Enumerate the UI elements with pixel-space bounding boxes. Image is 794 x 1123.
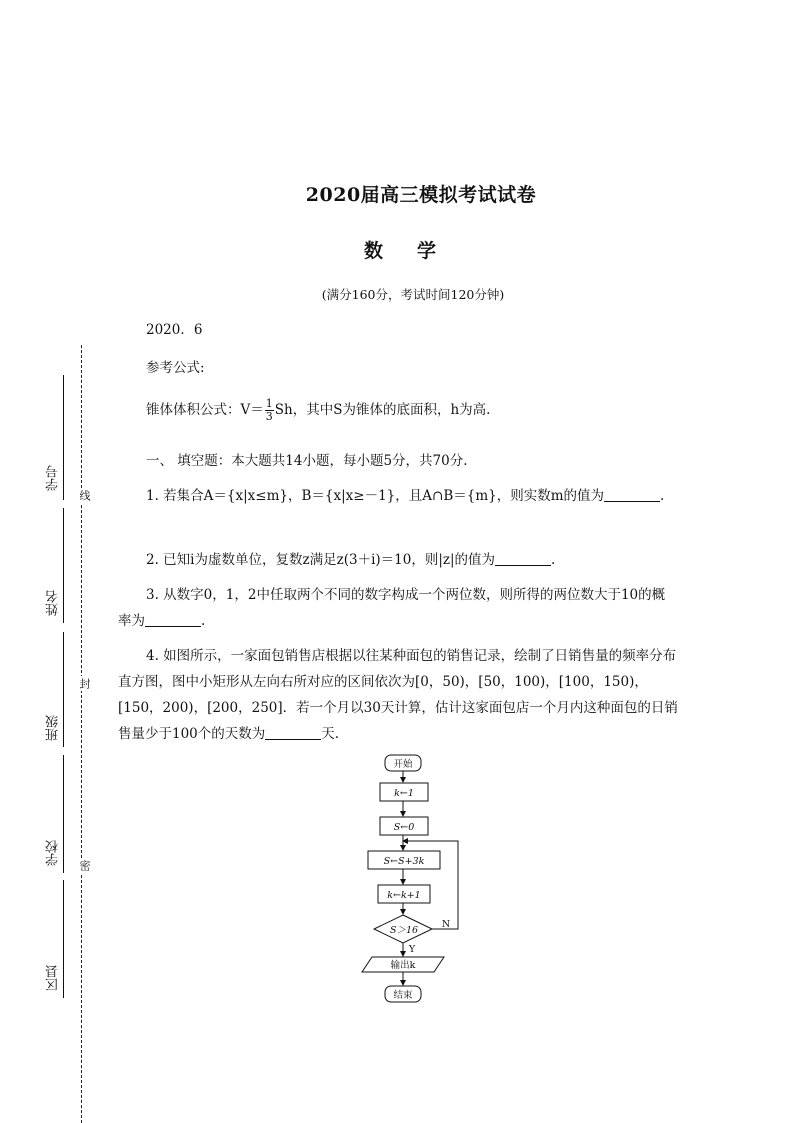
question-1 [118,483,678,509]
flowchart-step4-label: k←k+1 [387,890,421,901]
exam-date: 2020．6 [146,322,203,338]
reference-formula [146,398,490,423]
question-text: 3. 从数字0，1，2中任取两个不同的数字构成一个两位数，则所得的两位数大于10的概率为 [118,587,666,629]
flowchart [350,748,480,1008]
question-text-end: . [551,552,556,568]
sidebar-fill-line [63,755,64,873]
question-3 [118,582,678,634]
reference-label: 参考公式: [146,360,205,376]
flowchart-yes-label: Y [408,944,416,955]
fraction-numerator: 1 [265,397,273,410]
binding-mark-seal: 封 [78,678,91,689]
fraction-one-third [265,398,274,423]
question-text-end: . [201,613,206,629]
question-text: 1. 若集合A＝{x|x≤m}，B＝{x|x≥－1}，且A∩B＝{m}，则实数m的值为 [146,488,605,504]
answer-blank[interactable] [265,725,321,740]
question-text-end: . [660,488,665,504]
question-2 [118,547,678,573]
flowchart-output-label: 输出k [390,960,416,971]
question-text-end: 天. [321,726,340,742]
answer-blank[interactable] [145,612,201,627]
flowchart-start-label: 开始 [393,759,413,770]
flowchart-step3-label: S←S+3k [383,856,425,867]
exam-note: (满分160分，考试时间120分钟) [321,287,505,302]
formula-suffix: Sh，其中S为锥体的底面积，h为高. [274,402,491,418]
section-heading: 一、 填空题：本大题共14小题，每小题5分，共70分. [146,453,468,469]
question-4 [118,643,678,747]
sidebar-label-class: 班级 [46,715,61,741]
formula-prefix: 锥体体积公式：V＝ [146,402,264,418]
flowchart-step1-label: k←1 [394,788,414,799]
flowchart-decision-label: S＞16 [389,925,419,936]
sidebar-label-name: 姓名 [46,590,61,616]
flowchart-step2-label: S←0 [393,822,415,833]
flowchart-no-label: N [441,919,451,930]
sidebar-fill-line [63,375,64,500]
sidebar-label-school: 学校 [46,840,61,866]
question-text: 2. 已知i为虚数单位，复数z满足z(3＋i)＝10，则|z|的值为 [146,552,496,568]
fraction-denominator: 3 [265,410,273,423]
sidebar-label-district: 区县 [46,965,61,991]
sidebar-fill-line [63,508,64,623]
binding-mark-line: 线 [78,490,91,501]
sidebar-label-student-id: 学号 [46,465,61,491]
answer-blank[interactable] [604,487,660,502]
answer-blank[interactable] [495,551,551,566]
binding-dashed-line [81,345,82,1123]
exam-title: 2020届高三模拟考试试卷 [305,184,537,206]
question-text: 4. 如图所示，一家面包销售店根据以往某种面包的销售记录，绘制了日销售量的频率分布直方图，图中小矩形从左向右所对应的区间依次为[0，50)，[50，100)，[100，150)，[150，200)，[200，250]．若一个月以30天计算，估计这家面包店一个月内这种面包的日销售量少于100个的天数为 [118,648,678,742]
sidebar-fill-line [63,880,64,998]
sidebar-fill-line [63,632,64,747]
flowchart-end-label: 结束 [393,990,413,1001]
binding-mark-secret: 密 [78,860,91,871]
exam-subject: 数学 [363,240,470,262]
